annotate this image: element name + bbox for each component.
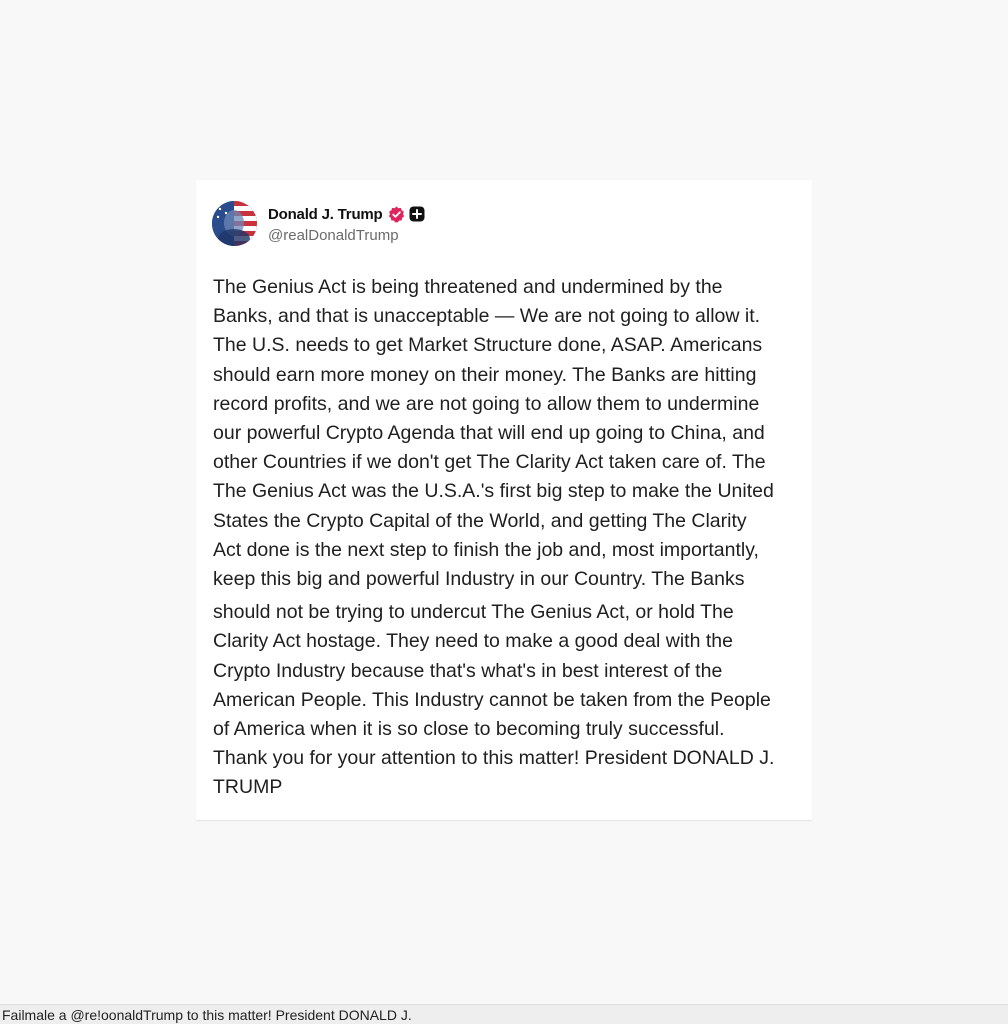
avatar[interactable] (212, 201, 257, 246)
author-handle[interactable]: @realDonaldTrump (268, 227, 399, 244)
author-display-name[interactable]: Donald J. Trump (268, 205, 383, 223)
post-card (196, 180, 812, 821)
plus-badge-icon (409, 206, 425, 222)
post-body-paragraph: The Genius Act is being threatened and undermined by the Banks, and that is unacceptable — We are not going to allow it. The U.S. needs to get Market Structure done, ASAP. Americans should earn more money on their money. The Banks are hitting record profits, and we are not going to allow them to undermine our powerful Crypto Agenda that will end up going to China, and other Countries if we don't get The Clarity Act taken care of. The The Genius Act was the U.S.A.'s first big step to make the United States the Crypto Capital of the World, and getting The Clarity Act done is the next step to finish the job and, most importantly, keep this big and powerful Industry in our Country. The Banks (213, 276, 774, 591)
post-body-paragraph: should not be trying to undercut The Genius Act, or hold The Clarity Act hostage. They need to make a good deal with the Crypto Industry because that's what's in best interest of the American People. This Industry cannot be taken from the People of America when it is so close to becoming truly successful. Thank you for your attention to this matter! President DONALD J. TRUMP (213, 601, 775, 799)
flag-portrait-avatar-icon (212, 201, 257, 246)
post-body (213, 273, 803, 803)
author-name-row (268, 204, 425, 224)
bottom-caption-text: Failmale a @re!oonaldTrump to this matter! President DONALD J. (2, 1007, 412, 1023)
verified-badge-icon (388, 206, 405, 223)
bottom-caption-bar (0, 1004, 1008, 1024)
